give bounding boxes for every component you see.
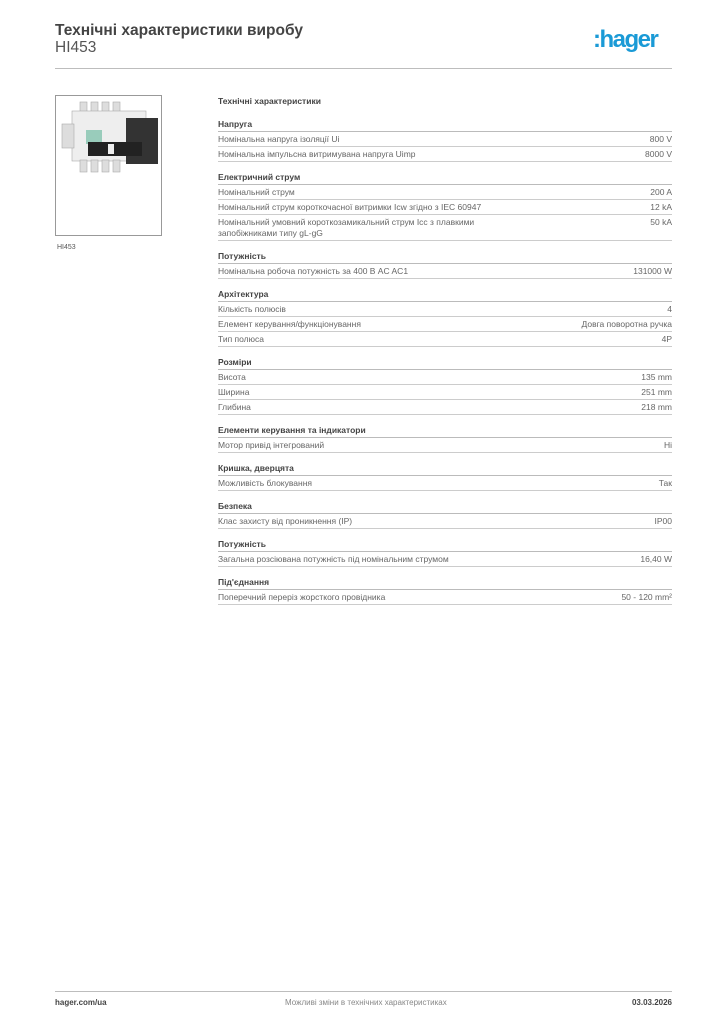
spec-value: Довга поворотна ручка bbox=[581, 318, 672, 329]
spec-section bbox=[218, 288, 672, 347]
image-caption: HI453 bbox=[57, 244, 76, 251]
spec-value: Ні bbox=[663, 439, 672, 450]
spec-label: Кількість полюсів bbox=[218, 303, 286, 314]
spec-row bbox=[218, 132, 672, 147]
specs-table bbox=[218, 96, 672, 614]
spec-label: Мотор привід інтегрований bbox=[218, 439, 325, 450]
spec-value: 12 kA bbox=[650, 202, 672, 212]
spec-row bbox=[218, 317, 672, 332]
spec-row bbox=[218, 552, 672, 567]
spec-row bbox=[218, 185, 672, 200]
spec-label: Номінальна напруга ізоляції Ui bbox=[218, 134, 340, 144]
hager-logo: :hager bbox=[593, 26, 658, 53]
spec-label: Ширина bbox=[218, 386, 250, 397]
footer-note: Можливі зміни в технічних характеристиках bbox=[285, 998, 447, 1007]
spec-value: 218 mm bbox=[641, 401, 672, 412]
spec-value: 200 A bbox=[650, 187, 672, 197]
spec-row bbox=[218, 476, 672, 491]
spec-row bbox=[218, 147, 672, 162]
spec-section bbox=[218, 356, 672, 415]
specs-title: Технічні характеристики bbox=[218, 96, 321, 106]
section-title: Потужність bbox=[218, 538, 672, 552]
spec-row bbox=[218, 514, 672, 529]
spec-section bbox=[218, 462, 672, 491]
page-title: Технічні характеристики виробу bbox=[55, 22, 303, 39]
spec-label: Номінальна імпульсна витримувана напруга Uimp bbox=[218, 149, 416, 159]
section-title: Електричний струм bbox=[218, 171, 672, 185]
spec-label: Глибина bbox=[218, 401, 251, 412]
spec-value: 251 mm bbox=[641, 386, 672, 397]
spec-row bbox=[218, 200, 672, 215]
footer-date: 03.03.2026 bbox=[631, 998, 672, 1007]
footer-divider bbox=[55, 991, 672, 992]
product-image bbox=[55, 95, 162, 236]
spec-section bbox=[218, 118, 672, 162]
footer-website-link[interactable]: hager.com/ua bbox=[55, 998, 107, 1007]
spec-label: Номінальний умовний короткозамикальний струм Icc з плавкими запобіжниками типу gL-gG bbox=[218, 217, 475, 238]
spec-label: Клас захисту від проникнення (IP) bbox=[218, 515, 353, 526]
section-title: Архітектура bbox=[218, 288, 672, 302]
spec-row bbox=[218, 264, 672, 279]
spec-label: Висота bbox=[218, 371, 246, 382]
spec-section bbox=[218, 250, 672, 279]
spec-row bbox=[218, 370, 672, 385]
section-title: Під'єднання bbox=[218, 576, 672, 590]
spec-label: Загальна розсіювана потужність під номінальним струмом bbox=[218, 553, 449, 564]
product-code: HI453 bbox=[55, 39, 97, 56]
spec-value: 800 V bbox=[649, 134, 672, 144]
spec-label: Поперечний переріз жорсткого провідника bbox=[218, 591, 386, 602]
section-title: Потужність bbox=[218, 250, 672, 264]
spec-row bbox=[218, 438, 672, 453]
spec-label: Елемент керування/функціонування bbox=[218, 318, 361, 329]
spec-value: 131000 W bbox=[633, 265, 672, 276]
spec-value: 16,40 W bbox=[640, 553, 672, 564]
section-title: Кришка, дверцята bbox=[218, 462, 672, 476]
spec-row bbox=[218, 332, 672, 347]
spec-label: Номінальний струм короткочасної витримки Icw згідно з IEC 60947 bbox=[218, 202, 482, 212]
spec-row bbox=[218, 590, 672, 605]
spec-row bbox=[218, 400, 672, 415]
spec-value: 4 bbox=[667, 303, 672, 314]
spec-section bbox=[218, 171, 672, 241]
spec-row bbox=[218, 385, 672, 400]
spec-value: 50 kA bbox=[650, 217, 672, 227]
section-title: Напруга bbox=[218, 118, 672, 132]
spec-section bbox=[218, 538, 672, 567]
spec-section bbox=[218, 576, 672, 605]
spec-value: 8000 V bbox=[645, 149, 672, 159]
section-title: Безпека bbox=[218, 500, 672, 514]
spec-label: Можливість блокування bbox=[218, 477, 313, 488]
spec-value: 4P bbox=[661, 333, 672, 344]
spec-value: 135 mm bbox=[641, 371, 672, 382]
spec-label: Тип полюса bbox=[218, 333, 264, 344]
spec-row bbox=[218, 215, 672, 241]
spec-label: Номінальний струм bbox=[218, 187, 295, 197]
spec-value: IP00 bbox=[654, 515, 672, 526]
spec-value: 50 - 120 mm² bbox=[621, 591, 672, 602]
spec-section bbox=[218, 500, 672, 529]
spec-label: Номінальна робоча потужність за 400 В AC AC1 bbox=[218, 265, 409, 276]
section-title: Елементи керування та індикатори bbox=[218, 424, 672, 438]
spec-value: Так bbox=[658, 477, 672, 488]
spec-section bbox=[218, 424, 672, 453]
header-divider bbox=[55, 68, 672, 69]
spec-row bbox=[218, 302, 672, 317]
section-title: Розміри bbox=[218, 356, 672, 370]
